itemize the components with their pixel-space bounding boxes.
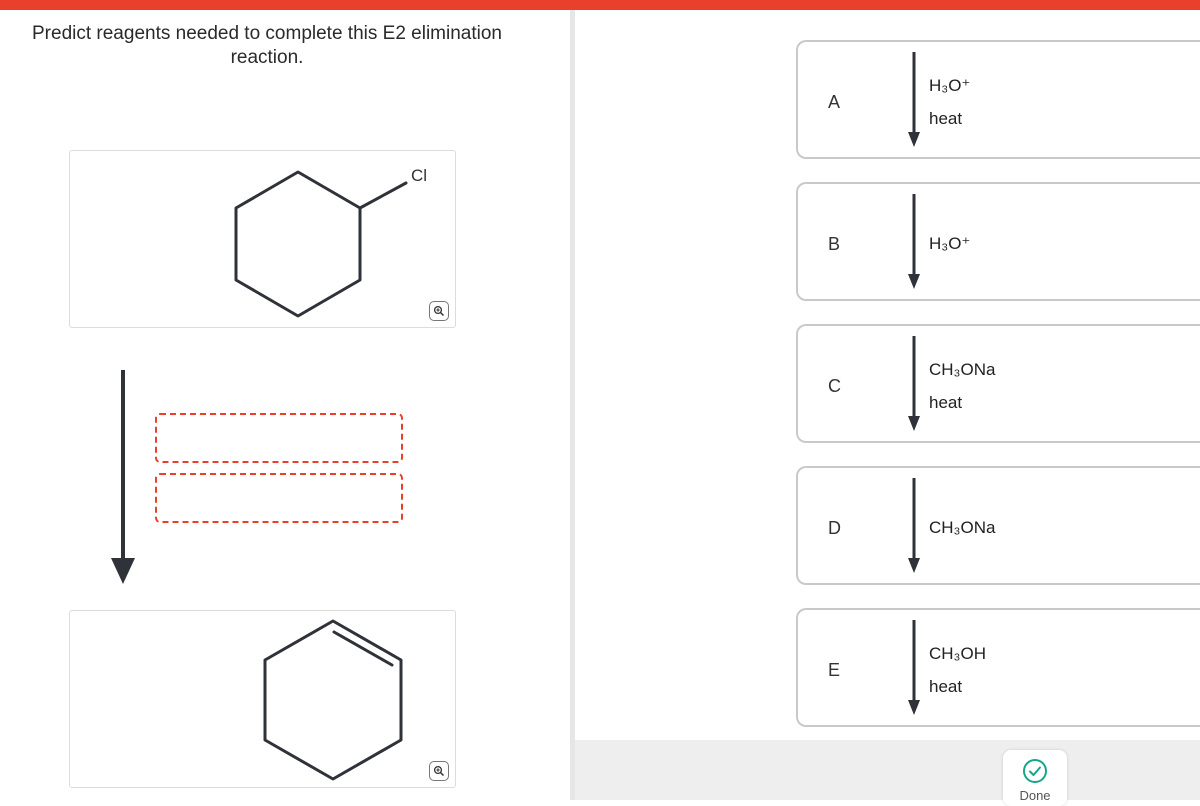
option-letter: A	[828, 92, 841, 112]
reaction-arrow-icon	[906, 336, 922, 432]
option-card-c[interactable]	[796, 324, 1200, 443]
starting-material-box	[69, 150, 456, 328]
question-text: Predict reagents needed to complete this E2 elimination reaction.	[32, 23, 502, 68]
reaction-arrow-icon	[108, 370, 138, 590]
reaction-arrow-icon	[906, 620, 922, 716]
option-card-e[interactable]	[796, 608, 1200, 727]
done-label: Done	[1019, 788, 1051, 803]
chlorocyclohexane-structure	[70, 151, 457, 329]
zoom-in-button[interactable]	[429, 761, 449, 781]
reaction-arrow-icon	[906, 194, 922, 290]
reagent-line: heat	[929, 109, 963, 128]
zoom-in-icon	[433, 765, 445, 777]
question-pane	[0, 10, 570, 800]
product-box	[69, 610, 456, 788]
reagent-dropzone-2[interactable]	[155, 473, 403, 523]
option-letter: E	[828, 660, 841, 680]
option-letter: D	[828, 518, 841, 538]
cyclohexene-structure	[70, 611, 457, 789]
reagent-line: heat	[929, 393, 963, 412]
done-button[interactable]	[1003, 750, 1067, 806]
reaction-arrow-icon	[906, 478, 922, 574]
option-card-b[interactable]	[796, 182, 1200, 301]
reagent-line: CH₃ONa	[929, 518, 996, 537]
reagent-dropzone-1[interactable]	[155, 413, 403, 463]
zoom-in-icon	[433, 305, 445, 317]
reaction-arrow-icon	[906, 52, 922, 148]
option-letter: C	[828, 376, 841, 396]
check-circle-icon	[1022, 758, 1048, 784]
reagent-line: heat	[929, 677, 963, 696]
top-accent-bar	[0, 0, 1200, 10]
chlorine-label: Cl	[411, 166, 428, 185]
option-card-d[interactable]	[796, 466, 1200, 585]
bottom-toolbar	[575, 740, 1200, 803]
reagent-line: H₃O⁺	[929, 234, 971, 253]
reagent-line: H₃O⁺	[929, 76, 971, 95]
reagent-line: CH₃OH	[929, 644, 986, 663]
option-letter: B	[828, 234, 841, 254]
reagent-line: CH₃ONa	[929, 360, 996, 379]
answer-options-pane	[575, 10, 1200, 803]
zoom-in-button[interactable]	[429, 301, 449, 321]
option-card-a[interactable]	[796, 40, 1200, 159]
